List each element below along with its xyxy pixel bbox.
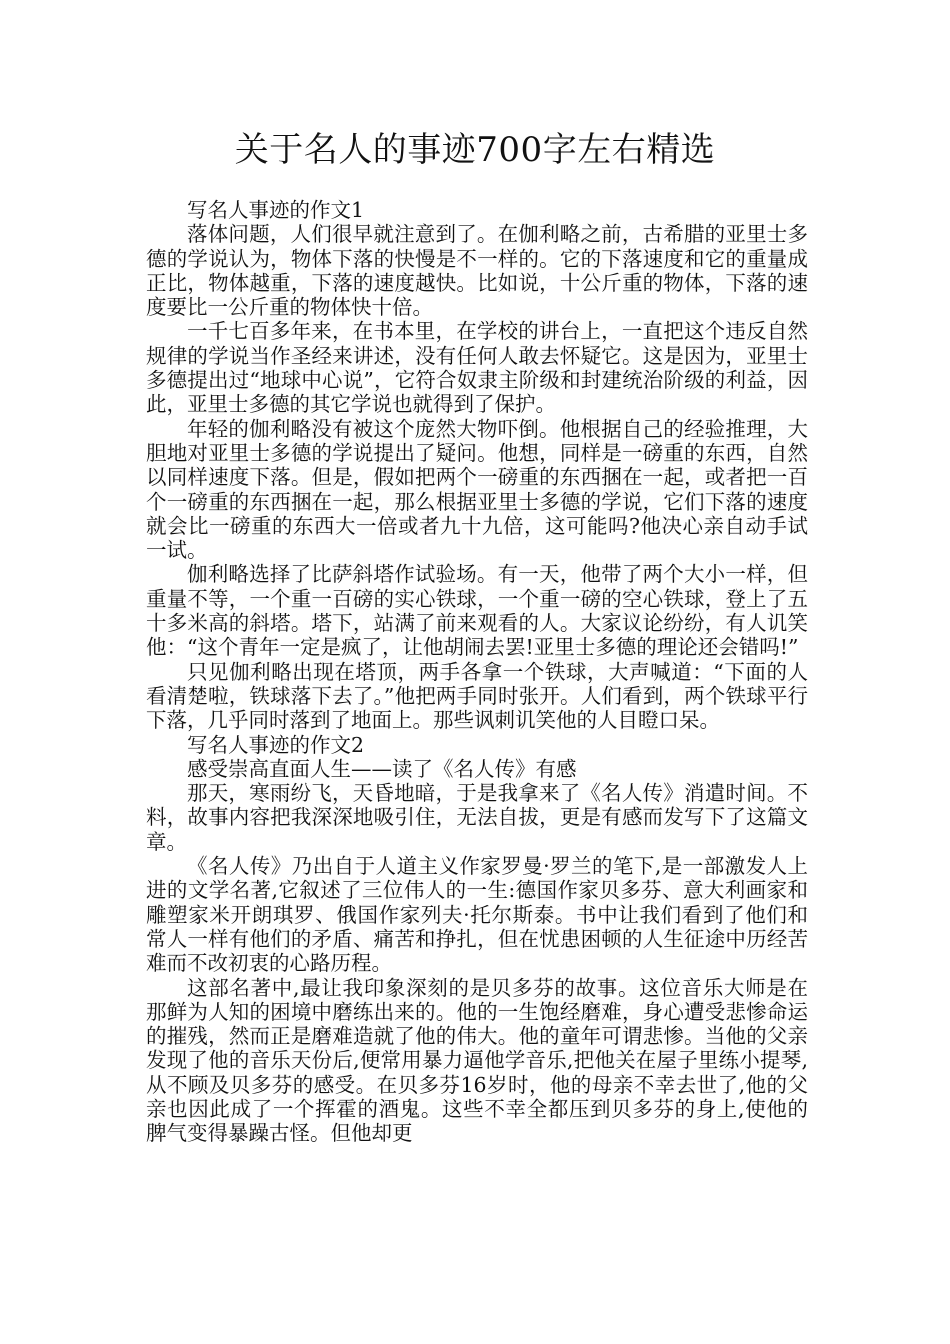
paragraph: 只见伽利略出现在塔顶，两手各拿一个铁球，大声喊道：“下面的人看清楚啦，铁球落下去了。”他把两手同时张开。人们看到，两个铁球平行下落，几乎同时落到了地面上。那些讽刺讥笑他的人目瞪口呆。 xyxy=(146,659,808,733)
section-heading-1: 写名人事迹的作文1 xyxy=(187,198,365,222)
paragraph: 那天，寒雨纷飞，天昏地暗，于是我拿来了《名人传》消遣时间。不料，故事内容把我深深地吸引住，无法自拔，更是有感而发写下了这篇文章。 xyxy=(146,781,808,854)
paragraph: 一千七百多年来，在书本里，在学校的讲台上，一直把这个违反自然规律的学说当作圣经来讲述，没有任何人敢去怀疑它。这是因为，亚里士多德提出过“地球中心说”，它符合奴隶主阶级和封建统治阶级的利益，因此，亚里士多德的其它学说也就得到了保护。 xyxy=(146,319,808,417)
paragraph: 伽利略选择了比萨斜塔作试验场。有一天，他带了两个大小一样，但重量不等，一个重一百磅的实心铁球，一个重一磅的空心铁球，登上了五十多米高的斜塔。塔下，站满了前来观看的人。大家议论纷纷，有人讥笑他：“这个青年一定是疯了，让他胡闹去罢!亚里士多德的理论还会错吗!” xyxy=(146,562,808,660)
paragraph: 《名人传》乃出自于人道主义作家罗曼·罗兰的笔下,是一部激发人上进的文学名著,它叙述了三位伟人的一生:德国作家贝多芬、意大利画家和雕塑家米开朗琪罗、俄国作家列夫·托尔斯泰。书中让我们看到了他们和常人一样有他们的矛盾、痛苦和挣扎，但在忧患困顿的人生征途中历经苦难而不改初衷的心路历程。 xyxy=(146,854,808,976)
paragraph: 年轻的伽利略没有被这个庞然大物吓倒。他根据自己的经验推理，大胆地对亚里士多德的学说提出了疑问。他想，同样是一磅重的东西，自然以同样速度下落。但是，假如把两个一磅重的东西捆在一起，或者把一百个一磅重的东西捆在一起，那么根据亚里士多德的学说，它们下落的速度就会比一磅重的东西大一倍或者九十九倍，这可能吗?他决心亲自动手试一试。 xyxy=(146,416,808,563)
paragraph: 这部名著中,最让我印象深刻的是贝多芬的故事。这位音乐大师是在那鲜为人知的困境中磨练出来的。他的一生饱经磨难，身心遭受悲惨命运的摧残，然而正是磨难造就了他的伟大。他的童年可谓悲惨。当他的父亲发现了他的音乐天份后,便常用暴力逼他学音乐,把他关在屋子里练小提琴,从不顾及贝多芬的感受。在贝多芬16岁时，他的母亲不幸去世了,他的父亲也因此成了一个挥霍的酒鬼。这些不幸全都压到贝多芬的身上,使他的脾气变得暴躁古怪。但他却更 xyxy=(146,975,808,1146)
essay-subtitle: 感受崇高直面人生——读了《名人传》有感 xyxy=(187,756,577,781)
section-heading-2: 写名人事迹的作文2 xyxy=(187,732,365,757)
document-body xyxy=(146,198,808,1146)
paragraph: 落体问题，人们很早就注意到了。在伽利略之前，古希腊的亚里士多德的学说认为，物体下落的快慢是不一样的。它的下落速度和它的重量成正比，物体越重，下落的速度越快。比如说，十公斤重的物体，下落的速度要比一公斤重的物体快十倍。 xyxy=(146,222,808,320)
page-title: 关于名人的事迹700字左右精选 xyxy=(234,130,716,170)
